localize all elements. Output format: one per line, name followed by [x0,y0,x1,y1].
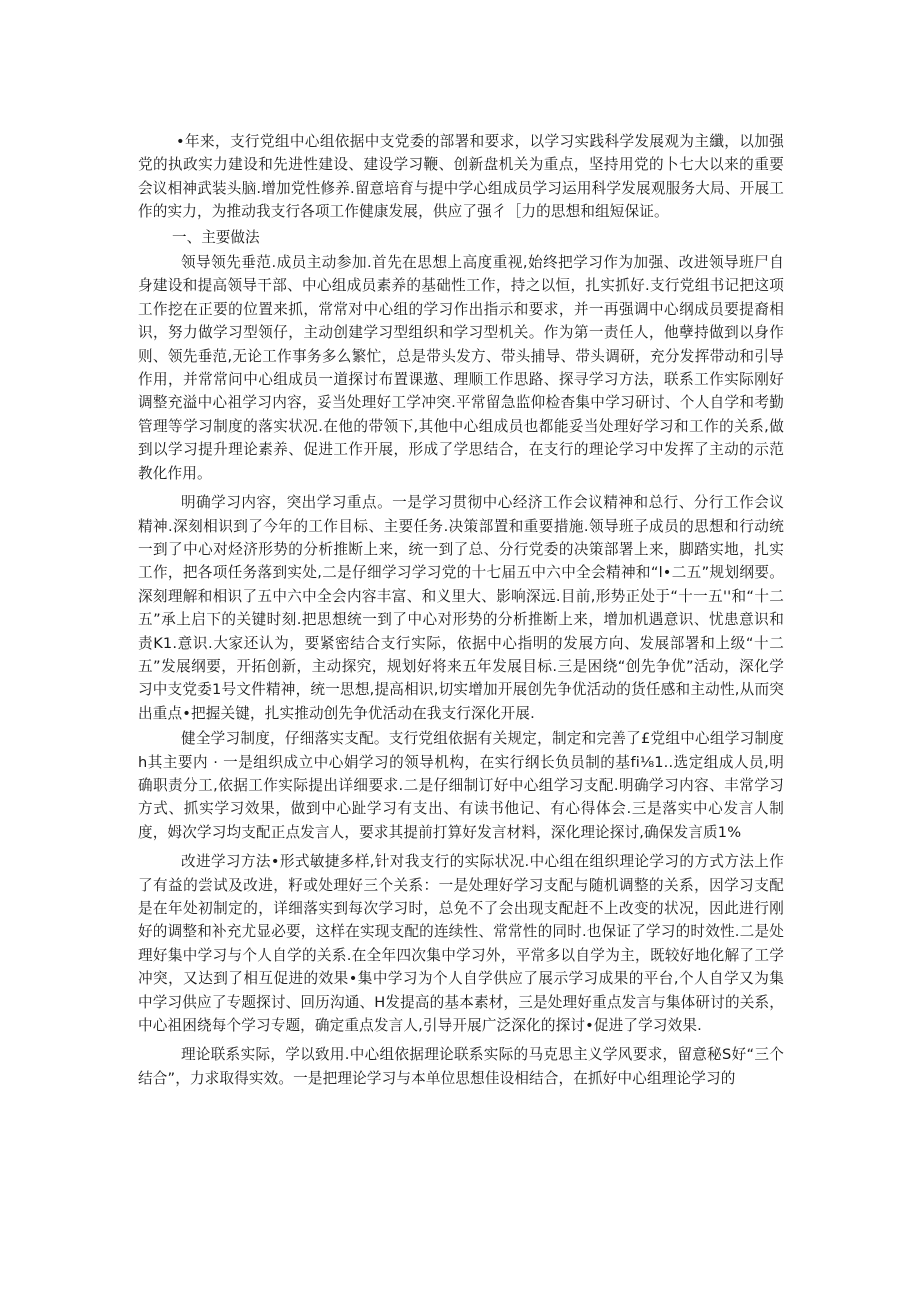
practice-paragraph: 理论联系实际，学以致用.中心组依据理论联系实际的马克思主义学风要求，留意秘S好“三个结合”，力求取得实效。一是把理论学习与本单位思想佳设相结合，在抓好中心组理论学习的 [138,1046,784,1087]
document-body [138,130,784,1090]
methods-paragraph: 改进学习方法•形式敏捷多样,针对我支行的实际状况.中心组在组织理论学习的方式方法上作了有益的尝试及改进，籽或处理好三个关系：一是处理好学习支配与随机调整的关系，因学习支配是在年处初制定的，详细落实到每次学习时，总免不了会出现支配赶不上改变的状况，因此进行刚好的调整和补充尤显必要，这样在实现支配的连续性、常常性的同时.也保证了学习的时效性.二是处理好集中学习与个人自学的关系.在全年四次集中学习外，平常多以自学为主，既较好地化解了工学冲突，又达到了相互促进的效果•集中学习为个人自学供应了展示学习成果的平台,个人自学又为集中学习供应了专题探讨、回历沟通、H发提高的基本素材，三是处理好重点发言与集体研讨的关系，中心祖困绕每个学习专题，确定重点发言人,引导开展广泛深化的探讨•促进了学习效果. [138,853,784,1035]
system-paragraph: 健全学习制度，仔细落实支配。支行党组依据有关规定，制定和完善了£党组中心组学习制度h其主要内 · 一是组织成立中心娟学习的领导机构，在实行纲长负员制的基fi⅛1..选定组成人员,明确职责分工,依据工作实际提出详细要求.二是仔细制订好中心组学习支配.明确学习内容、丰常学习方式、抓实学习效果，做到中心趾学习有支出、有读书他记、有心得体会.三是落实中心发言人制度，姆次学习均支配正点发言人，要求其提前打算好发言材料，深化理论探讨,确保发言质1% [138,730,784,841]
focus-paragraph: 明确学习内容，突出学习重点。一是学习贯彻中心经济工作会议精神和总行、分行工作会议精神.深刻相识到了今年的工作目标、主要任务.决策部置和重要措施.领导班子成员的思想和行动统一到了中心对烃济形势的分析推断上来，统一到了总、分行党委的决策部署上来，脚踏实地，扎实工作，把各项任务落到实处,二是仔细学习学习党的十七届五中六中全会精神和“l•二五”规划纲要。深刻理解和相识了五中六中全会内容丰富、和义里大、影响深远.目前,形势正处于“十一五''和“十二五”承上启下的关键时刻.把思想统一到了中心对形势的分析推断上来，增加机遇意识、忧患意识和责K1.意识.大家还认为，要紧密结合支行实际，依据中心指明的发展方向、发展部署和上级“十二五”发展纲要，开拓创新，主动探究，规划好将来五年发展目标.三是困绕“创先争优”活动，深化学习中支党委1号文件精神，统一思想,提高相识,切实增加开展创先争优活动的货任感和主动性,从而突出重点•把握关键，扎实推动创先争优活动在我支行深化开展. [138,494,784,722]
leadership-paragraph: 领导领先垂范.成员主动参加.首先在思想上高度重视,始终把学习作为加强、改进领导班尸自身建设和提高领导干部、中心组成员素养的基础性工作，持之以恒，扎实抓好.支行党组书记把这项工作挖在正要的位置来抓，常常对中心组的学习作出指示和要求，并一再强调中心纲成员要提裔相识，努力做学习型领仔，主动创建学习型组织和学习型机关。作为第一责任人，他孽持做到以身作则、领先垂范,无论工作事务多么繁忙，总是带头发方、带头捕导、带头调研，充分发挥带动和引导作用，并常常问中心组成员一道探讨布置课遨、理顺工作思路、探寻学习方法，联系工作实际刚好调整充溢中心祖学习内容，妥当处理好工学冲突.平常留急监仰检杳集中学习研讨、个人自学和考勤管理等学习制度的落实状况.在他的带领下,其他中心组成员也都能妥当处理好学习和工作的关系,做到以学习提升理论素养、促进工作开展，形成了学思结合，在支行的理论学习中发挥了主动的示范教化作用。 [138,254,784,482]
section-heading: 一、主要做法 [172,228,260,246]
intro-paragraph: •年来，支行党组中心组依据中支党委的部署和要求，以学习实践科学发展观为主纖，以加强党的执政实力建设和先进性建设、建设学习鞭、创新盘机关为重点，坚持用党的卜七大以来的重要会议相神武装头脑.增加党性修养.留意培育与提中学心组成员学习运用科学发展观服务大局、开展工作的实力，为推动我支行各项工作健康发展，供应了强彳［力的思想和组短保证。 [138,133,784,221]
